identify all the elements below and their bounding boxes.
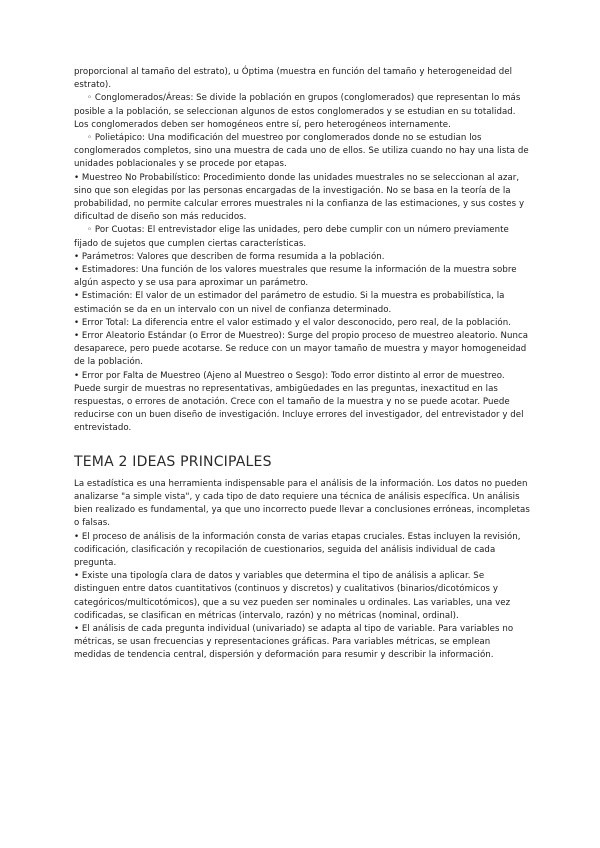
paragraph-intro: La estadística es una herramienta indispensable para el análisis de la información. Los datos no pueden analizarse "a simple vista", y cada tipo de dato requiere una técnica de análisis específica. Un análisis bien realizado es fundamental, ya que uno incorrecto puede llevar a conclusiones erróneas, incompletas o falsas. [74,478,530,529]
section-heading: TEMA 2 IDEAS PRINCIPALES [74,453,272,470]
paragraph: proporcional al tamaño del estrato), u Óptima (muestra en función del tamaño y heterogeneidad del estrato). [74,67,513,91]
bullet-proceso-analisis: • El proceso de análisis de la información consta de varias etapas cruciales. Estas incluyen la revisión, codificación, clasificación y recopilación de cuestionarios, seguida del análisis individual de cada pregunta. [74,531,521,568]
bullet-error-aleatorio: • Error Aleatorio Estándar (o Error de Muestreo): Surge del propio proceso de muestreo aleatorio. Nunca desaparece, pero puede acotarse. Se reduce con un mayor tamaño de muestra y mayor homogeneidad de la población. [74,331,529,368]
sub-bullet-por-cuotas: ◦ Por Cuotas: El entrevistador elige las unidades, pero debe cumplir con un número previamente fijado de sujetos que cumplen ciertas características. [74,225,509,249]
bullet-error-falta-muestreo: • Error por Falta de Muestreo (Ajeno al Muestreo o Sesgo): Todo error distinto al error de muestreo. Puede surgir de muestras no representativas, ambigüedades en las preguntas, inexactitud en las respuestas, o errores de anotación. Crece con el tamaño de la muestra y no se puede acotar. Puede reducirse con un buen diseño de investigación. Incluye errores del investigador, del entrevistador y del entrevistado. [74,370,524,434]
sub-bullet-polietapico: ◦ Polietápico: Una modificación del muestreo por conglomerados donde no se estudian los conglomerados completos, sino una muestra de cada uno de ellos. Se utiliza cuando no hay una lista de unidades poblacionales y se procede por etapas. [74,133,529,170]
document-page [74,66,530,663]
bullet-estimacion: • Estimación: El valor de un estimador del parámetro de estudio. Si la muestra es probabilística, la estimación se da en un intervalo con un nivel de confianza determinado. [74,291,505,315]
sub-bullet-conglomerados: ◦ Conglomerados/Áreas: Se divide la población en grupos (conglomerados) que representan lo más posible a la población, se seleccionan algunos de estos conglomerados y se estudian en su totalidad. Los conglomerados deben ser homogéneos entre sí, pero heterogéneos internamente. [74,93,521,130]
bullet-tipologia: • Existe una tipología clara de datos y variables que determina el tipo de análisis a aplicar. Se distinguen entre datos cuantitativos (continuos y discretos) y cualitativos (binarios/dicotómicos y categóricos/multicotómicos), que a su vez pueden ser nominales u ordinales. Las variables, una vez codificadas, se clasifican en métricas (intervalo, razón) y no métricas (nominal, ordinal). [74,571,511,621]
bullet-parametros: • Parámetros: Valores que describen de forma resumida a la población. [74,251,385,262]
bullet-analisis-univariado: • El análisis de cada pregunta individual (univariado) se adapta al tipo de variable. Para variables no métricas, se usan frecuencias y representaciones gráficas. Para variables métricas, se emplean medidas de tendencia central, dispersión y deformación para resumir y describir la información. [74,623,514,661]
bullet-error-total: • Error Total: La diferencia entre el valor estimado y el valor desconocido, pero real, de la población. [74,317,511,328]
bullet-estimadores: • Estimadores: Una función de los valores muestrales que resume la información de la muestra sobre algún aspecto y se usa para aproximar un parámetro. [74,265,517,289]
bullet-muestreo-no-probabilistico: • Muestreo No Probabilístico: Procedimiento donde las unidades muestrales no se seleccionan al azar, sino que son elegidas por las personas encargadas de la investigación. No se basa en la teoría de la probabilidad, no permite calcular errores muestrales ni la confianza de las estimaciones, y sus costes y dificultad de diseño son más reducidos. [74,172,525,223]
